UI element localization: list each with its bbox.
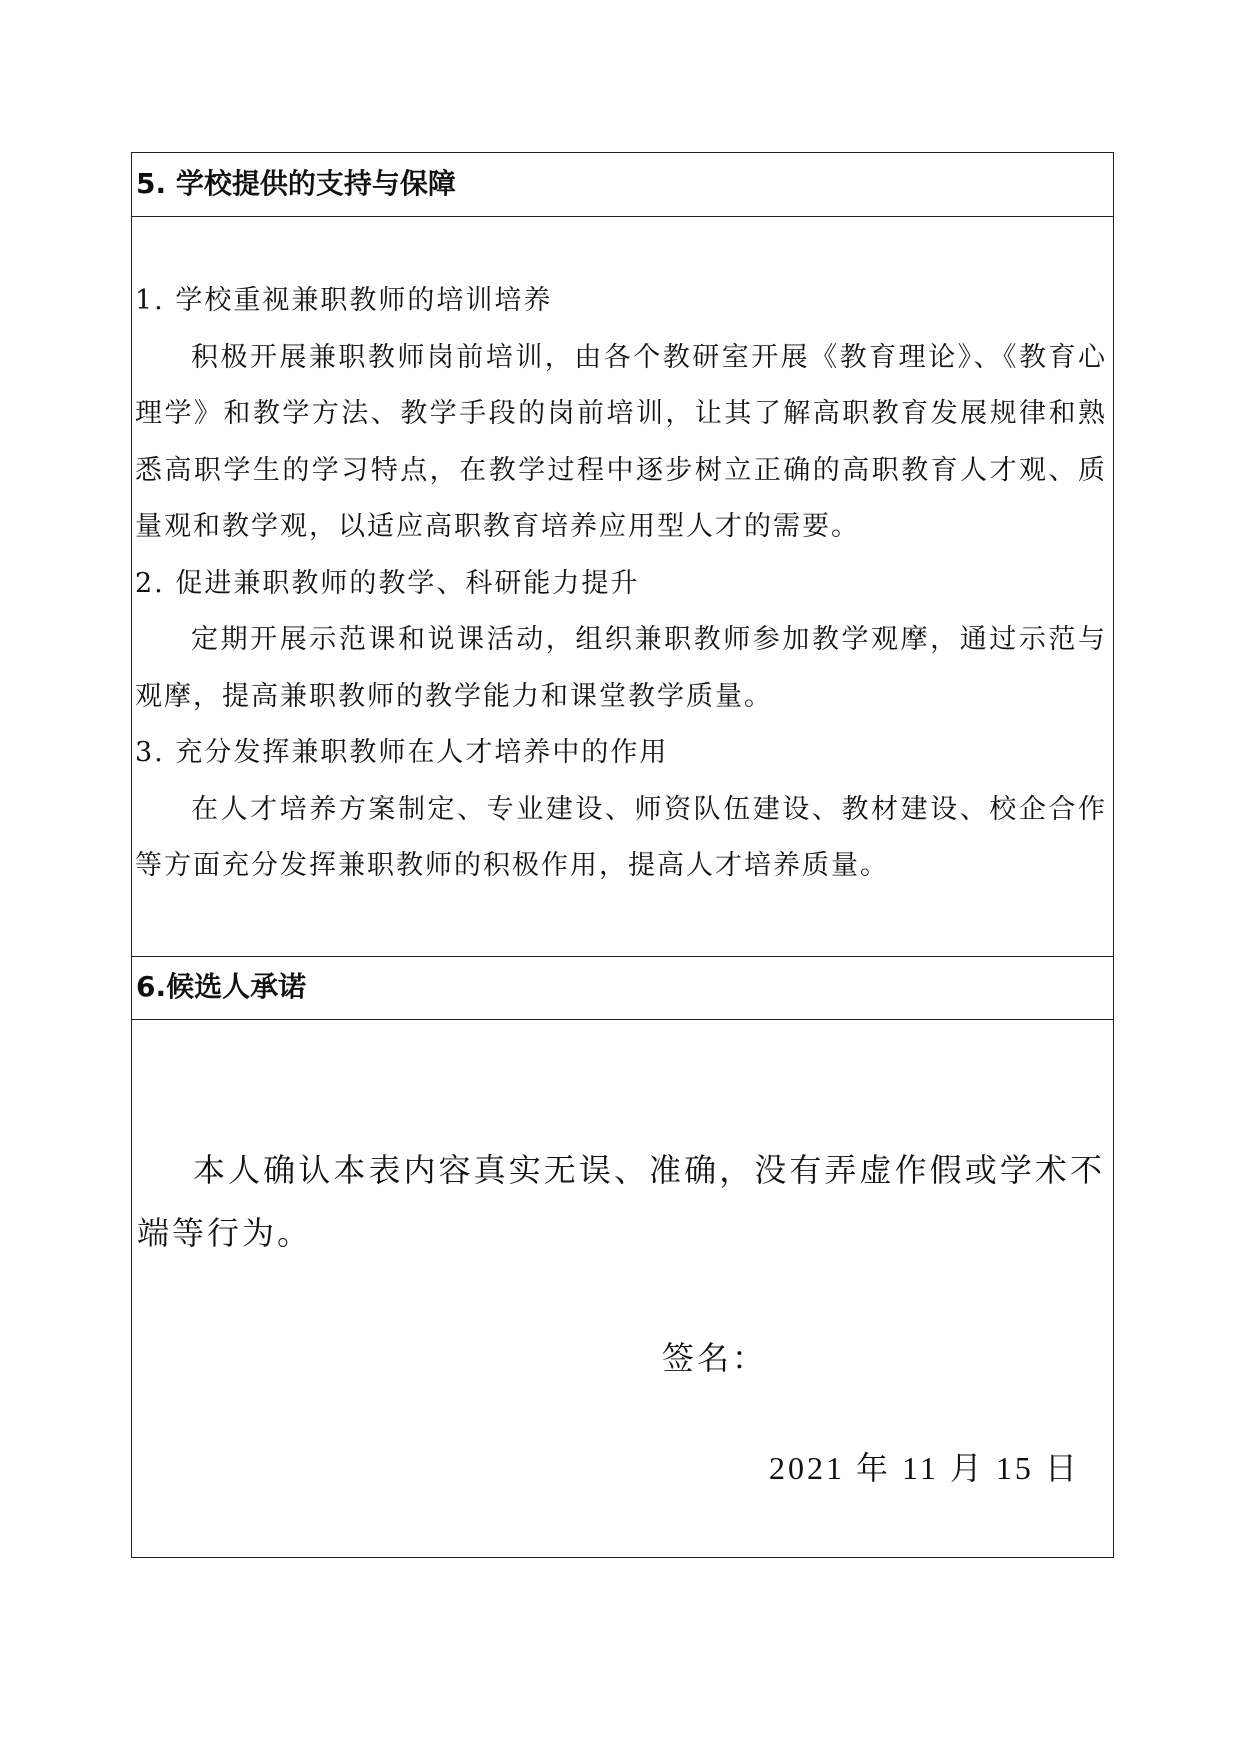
item-3-heading: 3. 充分发挥兼职教师在人才培养中的作用	[135, 737, 669, 768]
section-6-title: 6.候选人承诺	[136, 970, 307, 1003]
signature-label: 签名：	[662, 1339, 768, 1377]
date-year: 2021	[769, 1450, 845, 1486]
date-month: 11	[902, 1450, 939, 1486]
section-5-body	[132, 273, 1113, 963]
date-day: 15	[995, 1450, 1034, 1486]
item-2-heading: 2. 促进兼职教师的教学、科研能力提升	[135, 567, 640, 599]
commitment-date	[769, 1443, 1080, 1489]
section-6-body	[132, 1139, 1113, 1265]
commitment-statement: 本人确认本表内容真实无误、准确，没有弄虚作假或学术不端等行为。	[137, 1151, 1105, 1252]
item-2-body: 定期开展示范课和说课活动，组织兼职教师参加教学观摩，通过示范与观摩，提高兼职教师的教学能力和课堂教学质量。	[135, 624, 1107, 712]
date-month-unit: 月	[949, 1450, 985, 1486]
divider	[132, 1019, 1113, 1020]
date-day-unit: 日	[1044, 1450, 1080, 1486]
date-year-unit: 年	[856, 1450, 892, 1486]
item-1-heading: 1. 学校重视兼职教师的培训培养	[135, 285, 553, 316]
divider	[132, 216, 1113, 217]
support-and-commitment-form	[131, 152, 1114, 1558]
item-1-body: 积极开展兼职教师岗前培训，由各个教研室开展《教育理论》、《教育心理学》和教学方法、教学手段的岗前培训，让其了解高职教育发展规律和熟悉高职学生的学习特点，在教学过程中逐步树立正确的高职教育人才观、质量观和教学观，以适应高职教育培养应用型人才的需要。	[135, 341, 1107, 542]
section-5-title: 5. 学校提供的支持与保障	[136, 167, 456, 200]
item-3-body: 在人才培养方案制定、专业建设、师资队伍建设、教材建设、校企合作等方面充分发挥兼职教师的积极作用，提高人才培养质量。	[135, 793, 1107, 881]
